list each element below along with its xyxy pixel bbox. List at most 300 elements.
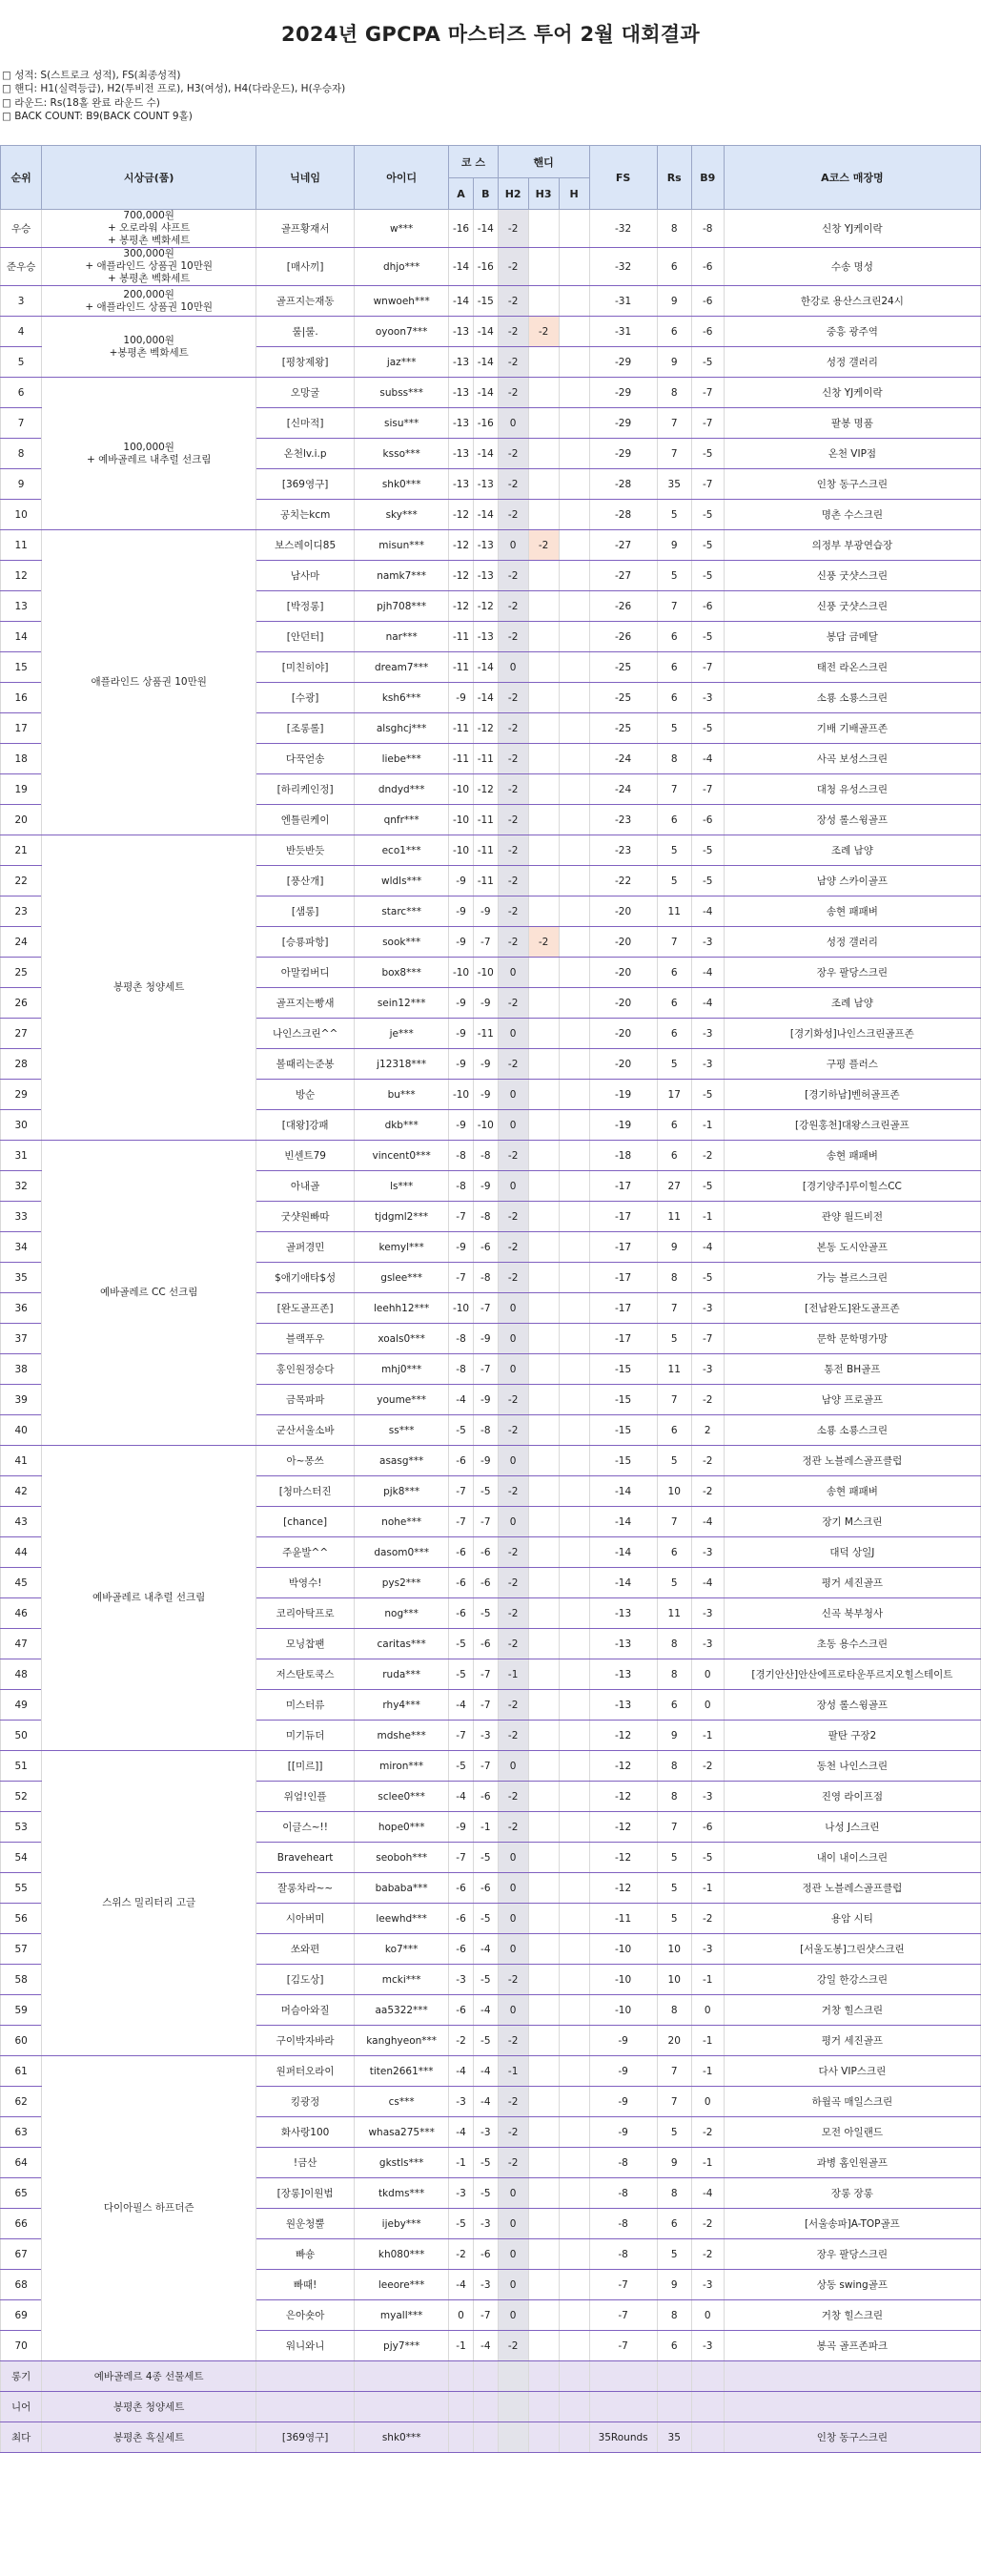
nick-cell: 원운청뿔 bbox=[256, 2209, 355, 2239]
award-rs-cell bbox=[657, 2392, 691, 2422]
course-a-cell: -6 bbox=[449, 1568, 474, 1598]
id-cell: asasg*** bbox=[355, 1446, 449, 1476]
prize-cell bbox=[42, 286, 256, 317]
h3-cell bbox=[528, 2209, 559, 2239]
h3-cell bbox=[528, 1293, 559, 1324]
h3-cell bbox=[528, 1019, 559, 1049]
b9-cell: -6 bbox=[691, 317, 724, 347]
id-cell: leeore*** bbox=[355, 2270, 449, 2300]
award-id-cell bbox=[355, 2361, 449, 2392]
b9-cell: -2 bbox=[691, 2239, 724, 2270]
rs-cell: 7 bbox=[657, 439, 691, 469]
course-a-cell: -10 bbox=[449, 835, 474, 866]
h3-cell bbox=[528, 1141, 559, 1171]
course-a-cell: -6 bbox=[449, 1934, 474, 1965]
fs-cell: -17 bbox=[589, 1232, 657, 1263]
h3-cell bbox=[528, 774, 559, 805]
rs-cell: 9 bbox=[657, 2270, 691, 2300]
nick-cell: 워니와니 bbox=[256, 2331, 355, 2361]
results-body bbox=[1, 210, 981, 2453]
h3-cell bbox=[528, 1782, 559, 1812]
h-cell bbox=[559, 500, 589, 530]
course-b-cell: -4 bbox=[473, 2056, 498, 2087]
award-prize-cell: 예바골레르 4종 선물세트 bbox=[42, 2361, 256, 2392]
id-cell: ksh6*** bbox=[355, 683, 449, 713]
course-b-cell: -14 bbox=[473, 347, 498, 378]
course-b-cell: -12 bbox=[473, 774, 498, 805]
h-cell bbox=[559, 1232, 589, 1263]
fs-cell: -11 bbox=[589, 1904, 657, 1934]
course-a-cell: -1 bbox=[449, 2331, 474, 2361]
table-row bbox=[1, 1446, 981, 1476]
page-title: 2024년 GPCPA 마스터즈 투어 2월 대회결과 bbox=[281, 23, 700, 46]
b9-cell: -4 bbox=[691, 958, 724, 988]
award-empty-cell bbox=[498, 2361, 528, 2392]
id-cell: mhj0*** bbox=[355, 1354, 449, 1385]
id-cell: tjdgml2*** bbox=[355, 1202, 449, 1232]
nick-cell: [[미르]] bbox=[256, 1751, 355, 1782]
rs-cell: 5 bbox=[657, 835, 691, 866]
award-empty-cell bbox=[498, 2422, 528, 2453]
store-cell: 봉곡 골프존파크 bbox=[724, 2331, 980, 2361]
award-empty-cell bbox=[559, 2361, 589, 2392]
rs-cell: 7 bbox=[657, 1385, 691, 1415]
course-b-cell: -9 bbox=[473, 896, 498, 927]
h-cell bbox=[559, 652, 589, 683]
rs-cell: 27 bbox=[657, 1171, 691, 1202]
rank-cell: 30 bbox=[1, 1110, 42, 1141]
course-b-cell: -3 bbox=[473, 2117, 498, 2148]
nick-cell: [chance] bbox=[256, 1507, 355, 1537]
nick-cell: 박영수! bbox=[256, 1568, 355, 1598]
b9-cell: -6 bbox=[691, 805, 724, 835]
fs-cell: -8 bbox=[589, 2209, 657, 2239]
id-cell: caritas*** bbox=[355, 1629, 449, 1659]
fs-cell: -14 bbox=[589, 1568, 657, 1598]
prize-cell bbox=[42, 1141, 256, 1446]
header-id: 아이디 bbox=[355, 146, 449, 210]
rs-cell: 9 bbox=[657, 286, 691, 317]
award-store-cell: 인창 동구스크린 bbox=[724, 2422, 980, 2453]
h3-cell bbox=[528, 469, 559, 500]
id-cell: ksso*** bbox=[355, 439, 449, 469]
store-cell: 남양 스카이골프 bbox=[724, 866, 980, 896]
h3-cell bbox=[528, 2178, 559, 2209]
course-b-cell: -13 bbox=[473, 469, 498, 500]
h3-cell bbox=[528, 2148, 559, 2178]
h2-cell: -2 bbox=[498, 835, 528, 866]
rs-cell: 9 bbox=[657, 1721, 691, 1751]
rs-cell: 5 bbox=[657, 713, 691, 744]
h3-cell bbox=[528, 1965, 559, 1995]
rs-cell: 6 bbox=[657, 1537, 691, 1568]
h-cell bbox=[559, 347, 589, 378]
h-cell bbox=[559, 378, 589, 408]
h-cell bbox=[559, 2331, 589, 2361]
course-b-cell: -13 bbox=[473, 530, 498, 561]
h3-cell bbox=[528, 835, 559, 866]
course-a-cell: -7 bbox=[449, 1202, 474, 1232]
h2-cell: 0 bbox=[498, 2239, 528, 2270]
store-cell: [서울송파]A-TOP골프 bbox=[724, 2209, 980, 2239]
prize-line: 봉평촌 청양세트 bbox=[113, 981, 185, 993]
course-a-cell: -4 bbox=[449, 2117, 474, 2148]
fs-cell: -9 bbox=[589, 2087, 657, 2117]
award-empty-cell bbox=[449, 2422, 474, 2453]
header-nickname: 닉네임 bbox=[256, 146, 355, 210]
rs-cell: 7 bbox=[657, 591, 691, 622]
store-cell: [경기화성]나인스크린골프존 bbox=[724, 1019, 980, 1049]
store-cell: 인창 동구스크린 bbox=[724, 469, 980, 500]
id-cell: dndyd*** bbox=[355, 774, 449, 805]
rs-cell: 10 bbox=[657, 1934, 691, 1965]
award-fs-cell: 35Rounds bbox=[589, 2422, 657, 2453]
rs-cell: 6 bbox=[657, 683, 691, 713]
rank-cell: 43 bbox=[1, 1507, 42, 1537]
rs-cell: 11 bbox=[657, 1202, 691, 1232]
h3-cell bbox=[528, 408, 559, 439]
store-cell: 신창 YJ케이락 bbox=[724, 378, 980, 408]
fs-cell: -29 bbox=[589, 439, 657, 469]
h-cell bbox=[559, 866, 589, 896]
course-b-cell: -6 bbox=[473, 1873, 498, 1904]
store-cell: 대덕 상일J bbox=[724, 1537, 980, 1568]
h2-cell: -2 bbox=[498, 896, 528, 927]
header-handicap: 핸디 bbox=[498, 146, 589, 178]
id-cell: liebe*** bbox=[355, 744, 449, 774]
course-b-cell: -6 bbox=[473, 1568, 498, 1598]
h-cell bbox=[559, 1141, 589, 1171]
rank-cell: 67 bbox=[1, 2239, 42, 2270]
h3-cell bbox=[528, 1995, 559, 2026]
h2-cell: 0 bbox=[498, 2300, 528, 2331]
h2-cell: -2 bbox=[498, 1141, 528, 1171]
rs-cell: 8 bbox=[657, 210, 691, 248]
nick-cell: 볼때리는준봉 bbox=[256, 1049, 355, 1080]
h-cell bbox=[559, 1476, 589, 1507]
h2-cell: 0 bbox=[498, 652, 528, 683]
h2-cell: -2 bbox=[498, 2117, 528, 2148]
b9-cell: -2 bbox=[691, 1446, 724, 1476]
fs-cell: -15 bbox=[589, 1354, 657, 1385]
id-cell: ss*** bbox=[355, 1415, 449, 1446]
rs-cell: 6 bbox=[657, 988, 691, 1019]
b9-cell: -2 bbox=[691, 2117, 724, 2148]
nick-cell: 빠숑 bbox=[256, 2239, 355, 2270]
h3-cell bbox=[528, 2270, 559, 2300]
rank-cell: 68 bbox=[1, 2270, 42, 2300]
h-cell bbox=[559, 2026, 589, 2056]
rs-cell: 9 bbox=[657, 1232, 691, 1263]
b9-cell: 0 bbox=[691, 2300, 724, 2331]
award-empty-cell bbox=[691, 2361, 724, 2392]
rank-cell: 16 bbox=[1, 683, 42, 713]
prize-line: 200,000원 bbox=[123, 288, 174, 300]
rank-cell: 55 bbox=[1, 1873, 42, 1904]
b9-cell: -3 bbox=[691, 1049, 724, 1080]
h-cell bbox=[559, 622, 589, 652]
rs-cell: 17 bbox=[657, 1080, 691, 1110]
b9-cell: -5 bbox=[691, 530, 724, 561]
course-b-cell: -7 bbox=[473, 1690, 498, 1721]
nick-cell: 시아버미 bbox=[256, 1904, 355, 1934]
store-cell: 한강로 용산스크린24시 bbox=[724, 286, 980, 317]
id-cell: gkstls*** bbox=[355, 2148, 449, 2178]
h-cell bbox=[559, 1690, 589, 1721]
fs-cell: -14 bbox=[589, 1476, 657, 1507]
rank-cell: 69 bbox=[1, 2300, 42, 2331]
course-a-cell: -1 bbox=[449, 2148, 474, 2178]
course-a-cell: -11 bbox=[449, 622, 474, 652]
h3-cell bbox=[528, 713, 559, 744]
rs-cell: 9 bbox=[657, 530, 691, 561]
course-b-cell: -6 bbox=[473, 1232, 498, 1263]
fs-cell: -25 bbox=[589, 683, 657, 713]
rank-cell: 47 bbox=[1, 1629, 42, 1659]
b9-cell: 0 bbox=[691, 1995, 724, 2026]
rank-cell: 28 bbox=[1, 1049, 42, 1080]
fs-cell: -10 bbox=[589, 1965, 657, 1995]
fs-cell: -20 bbox=[589, 988, 657, 1019]
rs-cell: 5 bbox=[657, 1904, 691, 1934]
store-cell: 신풍 굿샷스크린 bbox=[724, 561, 980, 591]
store-cell: 중흥 광주역 bbox=[724, 317, 980, 347]
b9-cell: -3 bbox=[691, 2331, 724, 2361]
fs-cell: -8 bbox=[589, 2148, 657, 2178]
h3-cell bbox=[528, 1354, 559, 1385]
rs-cell: 6 bbox=[657, 1415, 691, 1446]
award-empty-cell bbox=[449, 2392, 474, 2422]
h3-cell bbox=[528, 2056, 559, 2087]
special-award-row bbox=[1, 2361, 981, 2392]
table-row bbox=[1, 210, 981, 248]
h2-cell: 0 bbox=[498, 2209, 528, 2239]
course-b-cell: -7 bbox=[473, 2300, 498, 2331]
store-cell: 명촌 수스크린 bbox=[724, 500, 980, 530]
store-cell: 과병 홈인원골프 bbox=[724, 2148, 980, 2178]
store-cell: 송현 패패벼 bbox=[724, 896, 980, 927]
course-a-cell: -7 bbox=[449, 1476, 474, 1507]
rs-cell: 6 bbox=[657, 317, 691, 347]
fs-cell: -12 bbox=[589, 1812, 657, 1843]
id-cell: youme*** bbox=[355, 1385, 449, 1415]
store-cell: 조례 남양 bbox=[724, 988, 980, 1019]
course-a-cell: -11 bbox=[449, 713, 474, 744]
header-fs: FS bbox=[589, 146, 657, 210]
rank-cell: 63 bbox=[1, 2117, 42, 2148]
store-cell: 팔탄 구장2 bbox=[724, 1721, 980, 1751]
fs-cell: -27 bbox=[589, 561, 657, 591]
h2-cell: -2 bbox=[498, 1476, 528, 1507]
nick-cell: 머슴아와질 bbox=[256, 1995, 355, 2026]
b9-cell: -7 bbox=[691, 774, 724, 805]
fs-cell: -17 bbox=[589, 1263, 657, 1293]
rank-cell: 11 bbox=[1, 530, 42, 561]
course-b-cell: -3 bbox=[473, 2270, 498, 2300]
course-a-cell: -10 bbox=[449, 1080, 474, 1110]
h3-cell bbox=[528, 805, 559, 835]
h-cell bbox=[559, 1293, 589, 1324]
id-cell: whasa275*** bbox=[355, 2117, 449, 2148]
h2-cell: -2 bbox=[498, 317, 528, 347]
store-cell: 기배 기배골프존 bbox=[724, 713, 980, 744]
nick-cell: 구이박자바라 bbox=[256, 2026, 355, 2056]
nick-cell: 주윤발^^ bbox=[256, 1537, 355, 1568]
fs-cell: -13 bbox=[589, 1598, 657, 1629]
fs-cell: -29 bbox=[589, 378, 657, 408]
h-cell bbox=[559, 2239, 589, 2270]
id-cell: wldls*** bbox=[355, 866, 449, 896]
course-a-cell: -9 bbox=[449, 896, 474, 927]
id-cell: seoboh*** bbox=[355, 1843, 449, 1873]
store-cell: [경기하남]벤허골프존 bbox=[724, 1080, 980, 1110]
course-a-cell: -6 bbox=[449, 1995, 474, 2026]
b9-cell: -3 bbox=[691, 1537, 724, 1568]
course-b-cell: -4 bbox=[473, 2087, 498, 2117]
h3-cell bbox=[528, 1659, 559, 1690]
id-cell: ruda*** bbox=[355, 1659, 449, 1690]
nick-cell: 모닝찹팬 bbox=[256, 1629, 355, 1659]
rs-cell: 11 bbox=[657, 1354, 691, 1385]
course-b-cell: -16 bbox=[473, 248, 498, 286]
rs-cell: 8 bbox=[657, 1995, 691, 2026]
b9-cell: -1 bbox=[691, 1110, 724, 1141]
b9-cell: -7 bbox=[691, 469, 724, 500]
b9-cell: 0 bbox=[691, 1659, 724, 1690]
prize-cell bbox=[42, 248, 256, 286]
nick-cell: [안던터] bbox=[256, 622, 355, 652]
prize-line: 100,000원 bbox=[123, 334, 174, 346]
nick-cell: 공치는kcm bbox=[256, 500, 355, 530]
h3-cell bbox=[528, 1171, 559, 1202]
h-cell bbox=[559, 561, 589, 591]
h3-cell bbox=[528, 988, 559, 1019]
h3-cell bbox=[528, 1446, 559, 1476]
nick-cell: [박정롱] bbox=[256, 591, 355, 622]
h-cell bbox=[559, 1934, 589, 1965]
rank-cell: 27 bbox=[1, 1019, 42, 1049]
h2-cell: -2 bbox=[498, 1049, 528, 1080]
course-a-cell: -6 bbox=[449, 1904, 474, 1934]
h2-cell: -2 bbox=[498, 439, 528, 469]
course-a-cell: -4 bbox=[449, 1690, 474, 1721]
h2-cell: -2 bbox=[498, 774, 528, 805]
course-a-cell: -4 bbox=[449, 1782, 474, 1812]
nick-cell: 홍인원정승다 bbox=[256, 1354, 355, 1385]
course-b-cell: -7 bbox=[473, 1507, 498, 1537]
h-cell bbox=[559, 1568, 589, 1598]
fs-cell: -25 bbox=[589, 713, 657, 744]
course-a-cell: -2 bbox=[449, 2026, 474, 2056]
store-cell: [경기안산]안산에프로타운푸르지오힐스테이트 bbox=[724, 1659, 980, 1690]
h-cell bbox=[559, 1965, 589, 1995]
fs-cell: -17 bbox=[589, 1171, 657, 1202]
h3-cell bbox=[528, 2087, 559, 2117]
b9-cell: -1 bbox=[691, 2056, 724, 2087]
rank-cell: 32 bbox=[1, 1171, 42, 1202]
prize-line: 700,000원 bbox=[123, 210, 174, 221]
fs-cell: -25 bbox=[589, 652, 657, 683]
fs-cell: -12 bbox=[589, 1873, 657, 1904]
h-cell bbox=[559, 1751, 589, 1782]
b9-cell: -2 bbox=[691, 1751, 724, 1782]
course-a-cell: 0 bbox=[449, 2300, 474, 2331]
prize-cell bbox=[42, 835, 256, 1141]
id-cell: miron*** bbox=[355, 1751, 449, 1782]
b9-cell: -5 bbox=[691, 835, 724, 866]
b9-cell: -5 bbox=[691, 561, 724, 591]
nick-cell: 아~몽쓰 bbox=[256, 1446, 355, 1476]
prize-line: 애플라인드 상품권 10만원 bbox=[91, 676, 207, 688]
rank-cell: 5 bbox=[1, 347, 42, 378]
rank-cell: 66 bbox=[1, 2209, 42, 2239]
course-b-cell: -5 bbox=[473, 1904, 498, 1934]
store-cell: 장성 롤스윙골프 bbox=[724, 1690, 980, 1721]
rs-cell: 5 bbox=[657, 1843, 691, 1873]
fs-cell: -27 bbox=[589, 530, 657, 561]
h2-cell: -2 bbox=[498, 210, 528, 248]
id-cell: dhjo*** bbox=[355, 248, 449, 286]
store-cell: 정관 노블레스골프클럽 bbox=[724, 1873, 980, 1904]
b9-cell: -3 bbox=[691, 1293, 724, 1324]
b9-cell: 0 bbox=[691, 1690, 724, 1721]
award-fs-cell bbox=[589, 2361, 657, 2392]
prize-line: 300,000원 bbox=[123, 248, 174, 259]
award-type-cell: 최다 bbox=[1, 2422, 42, 2453]
store-cell: 수송 명성 bbox=[724, 248, 980, 286]
h3-cell bbox=[528, 1507, 559, 1537]
course-b-cell: -9 bbox=[473, 1049, 498, 1080]
id-cell: je*** bbox=[355, 1019, 449, 1049]
h3-cell bbox=[528, 1110, 559, 1141]
nick-cell: 다꾹얻송 bbox=[256, 744, 355, 774]
h2-cell: 0 bbox=[498, 408, 528, 439]
store-cell: 용암 시티 bbox=[724, 1904, 980, 1934]
prize-line: + 봉평촌 벡화세트 bbox=[107, 273, 191, 284]
h2-cell: -2 bbox=[498, 1812, 528, 1843]
b9-cell: -3 bbox=[691, 1019, 724, 1049]
rs-cell: 5 bbox=[657, 500, 691, 530]
nick-cell: 원퍼터오라이 bbox=[256, 2056, 355, 2087]
fs-cell: -28 bbox=[589, 500, 657, 530]
store-cell: 통전 BH골프 bbox=[724, 1354, 980, 1385]
h2-cell: -2 bbox=[498, 1721, 528, 1751]
rs-cell: 35 bbox=[657, 469, 691, 500]
store-cell: 문학 문학명가망 bbox=[724, 1324, 980, 1354]
rank-cell: 40 bbox=[1, 1415, 42, 1446]
h3-cell bbox=[528, 347, 559, 378]
h3-cell bbox=[528, 1324, 559, 1354]
nick-cell: Braveheart bbox=[256, 1843, 355, 1873]
h-cell bbox=[559, 1110, 589, 1141]
course-b-cell: -6 bbox=[473, 1629, 498, 1659]
h2-cell: 0 bbox=[498, 1354, 528, 1385]
rank-cell: 우승 bbox=[1, 210, 42, 248]
course-b-cell: -9 bbox=[473, 988, 498, 1019]
table-row bbox=[1, 1751, 981, 1782]
course-a-cell: -12 bbox=[449, 591, 474, 622]
id-cell: kh080*** bbox=[355, 2239, 449, 2270]
id-cell: dasom0*** bbox=[355, 1537, 449, 1568]
h2-cell: 0 bbox=[498, 1751, 528, 1782]
prize-cell bbox=[42, 378, 256, 530]
h3-cell bbox=[528, 744, 559, 774]
nick-cell: [풍산개] bbox=[256, 866, 355, 896]
store-cell: 성정 갤러리 bbox=[724, 347, 980, 378]
h3-cell bbox=[528, 683, 559, 713]
id-cell: bababa*** bbox=[355, 1873, 449, 1904]
fs-cell: -20 bbox=[589, 896, 657, 927]
